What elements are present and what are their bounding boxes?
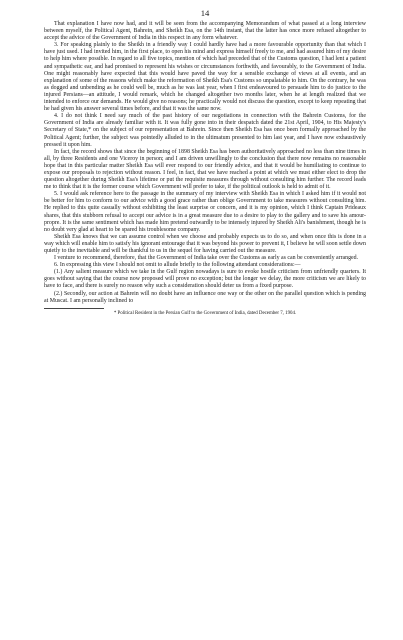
paragraph: (2.) Secondly, our action at Bahrein will no doubt have an influence one way or the other on the parallel question which is pending at Muscat. I am personally inclined to [44,290,366,304]
document-page [44,8,366,317]
paragraph: 3. For speaking plainly to the Sheikh in a friendly way I could hardly have had a more favourable opportunity than that which I have just used. I had invited him, in the first place, to open his mind and express himself freely to me, and had assured him of my desire to help him where possible. In regard to all five topics, mention of which had preceded that of the Customs question, I had lent a patient and sympathetic ear, and had promised to represent his wishes or circumstances forthwith, and favourably, to the Government of India. One might reasonably have expected that this would have paved the way for a sensible exchange of views at all events, and an explanation of some of the reasons which make the reformation of Sheikh Esa's Customs so unpalatable to him. On the contrary, he was as dogged and unbending as he could well be, much as he was last year, when I first endeavoured to persuade him to do justice to the injured Persians—an attitude, I would remark, which he changed altogether two months later, when he at length realized that we intended to enforce our demands. He would give no reasons; he practically would not discuss the question, except to keep repeating that he had given his answer several times before, and that it was the same now. [44,42,366,113]
paragraph: In fact, the record shows that since the beginning of 1898 Sheikh Esa has been authoritatively approached no less than nine times in all, by three Residents and one Viceroy in person; and I am driven unwillingly to the conclusion that there now remains no reasonable hope that in this particular matter Sheikh Esa will ever respond to our friendly advice, and that it would be humiliating to continue to expose our proposals to rejection without reason. I feel, in fact, that we have reached a point at which we must either elect to drop the question altogether during Sheikh Esa's lifetime or put the requisite measures through without consulting him further. The record leads me to think that it is the former course which Government will prefer to take, if the political outlook is held to admit of it. [44,148,366,191]
paragraph: That explanation I have now had, and it will be seen from the accompanying Memorandum of what passed at a long interview between myself, the Political Agent, Bahrein, and Sheikh Esa, on the 14th instant, that the latter has once more refused altogether to accept the advice of the Government of India in this respect in any form whatever. [44,21,366,42]
paragraph: I venture to recommend, therefore, that the Government of India take over the Customs as early as can be conveniently arranged. [54,255,359,262]
paragraph: 5. I would ask reference here to the passage in the summary of my interview with Sheikh Esa in which I asked him if it would not be better for him to conform to our advice with a good grace rather than oblige Government to take measures without consulting him. He replied to this quite casually without exhibiting the least surprise or concern, and it is my opinion, which I think Captain Prideaux shares, that this stubborn refusal to accept our advice is in a great measure due to a desire to play to the gallery and to save his amour-propre. It is the same sentiment which has made him pretend outwardly to be intensely injured by Sheikh Ali's banishment, though he is no doubt very glad at heart to be spared his troublesome company. [44,191,366,233]
paragraph: (1.) Any salient measure which we take in the Gulf region nowadays is sure to evoke hostile criticism from unfriendly quarters. It goes without saying that the course now proposed will prove no exception; but the longer we delay, the more criticism we are likely to have to face, and there is surely no reason why such a consideration should deter us from a fixed purpose. [44,269,366,290]
footnote-divider [44,308,104,309]
paragraph: Sheikh Esa knows that we can assume control when we choose and probably expects us to do so, and when once this is done in a way which will enable him to satisfy his ignorant entourage that it was beyond his power to prevent it, I believe he will soon settle down quietly to the inevitable and will be thankful to us in the sequel for having carried out the measure. [44,233,366,254]
paragraph: 6. In expressing this view I should not omit to allude briefly to the following attendant considerations:— [54,262,301,269]
paragraph: 4. I do not think I need say much of the past history of our negotiations in connection with the Bahrein Customs, for the Government of India are already familiar with it. It was fully gone into in their despatch dated the 21st April, 1904, to His Majesty's Secretary of State,* on the subject of our representation at Bahrein. Since then Sheikh Esa has once been formally approached by the Political Agent; further, the subject was pointedly alluded to in the ultimatum presented to him last year, and I have now exhaustively pressed it upon him. [44,113,366,148]
footnote: * Political Resident in the Persian Gulf to the Government of India, dated December 7, 1904. [113,310,297,316]
page-number: 14 [200,8,210,18]
body-text [44,21,366,305]
